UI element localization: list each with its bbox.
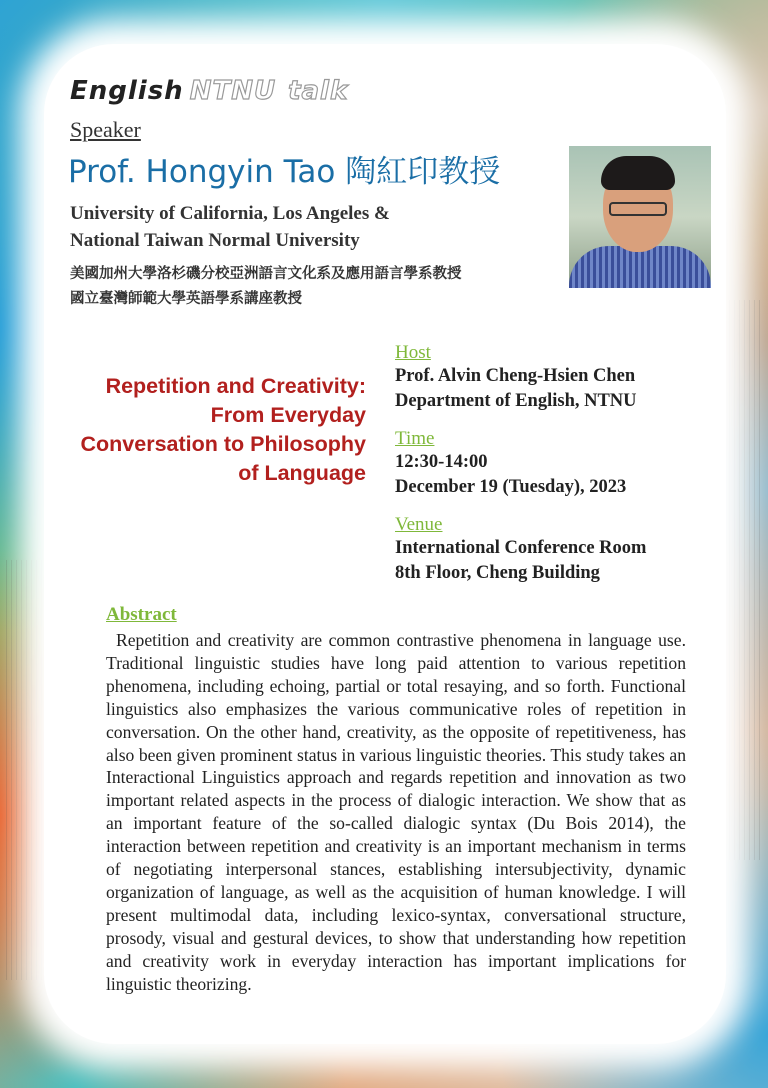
time-section xyxy=(395,428,626,500)
logo-talk: talk xyxy=(288,76,349,106)
venue-room: International Conference Room xyxy=(395,538,647,558)
abstract-text: Repetition and creativity are common contrastive phenomena in language use. Traditional linguistic studies have long paid attention to various repetition phenomena, including echoing, partial or total resaying, and so forth. Functional linguistics also emphasizes the various communicative roles of repetition in conversation. On the other hand, creativity, as the opposite of repetitiveness, has also been given prominent status in various linguistic theories. This study takes an Interactional Linguistics approach and regards repetition and innovation as two important related aspects in the process of dialogic interaction. We show that as an important feature of the so-called dialogic syntax (Du Bois 2014), the interaction between repetition and creativity is an important mechanism in terms of negotiating interpersonal stances, establishing intersubjectivity, dynamic organization of language, as well as the acquisition of human knowledge. I will present multimodal data, including lexico-syntax, conversational structure, prosody, visual and gestural devices, to show that understanding how repetition and creativity work in everyday interaction has important implications for linguistic theorizing. xyxy=(106,630,686,994)
english-ntnu-talk-logo xyxy=(70,76,348,106)
host-name: Prof. Alvin Cheng-Hsien Chen xyxy=(395,366,636,386)
speaker-name: Prof. Hongyin Tao 陶紅印教授 xyxy=(68,154,501,190)
decorative-stripes-left xyxy=(6,560,46,980)
speaker-title-zh-line1: 美國加州大學洛杉磯分校亞洲語言文化系及應用語言學系教授 xyxy=(70,266,462,282)
speaker-photo xyxy=(569,146,711,288)
speaker-title-zh-line2: 國立臺灣師範大學英語學系講座教授 xyxy=(70,291,302,307)
speaker-affiliation-line2: National Taiwan Normal University xyxy=(70,230,360,251)
logo-english: English xyxy=(70,76,184,106)
speaker-affiliation-line1: University of California, Los Angeles & xyxy=(70,203,390,224)
logo-ntnu: NTNU xyxy=(189,76,277,106)
abstract-label: Abstract xyxy=(106,604,177,625)
venue-label: Venue xyxy=(395,514,443,535)
time-label: Time xyxy=(395,428,435,449)
decorative-stripes-right xyxy=(724,300,764,860)
venue-building: 8th Floor, Cheng Building xyxy=(395,563,600,583)
venue-section xyxy=(395,514,646,586)
talk-title: Repetition and Creativity: From Everyday Conversation to Philosophy of Language xyxy=(80,374,366,485)
time-hours: 12:30-14:00 xyxy=(395,452,488,472)
host-department: Department of English, NTNU xyxy=(395,391,637,411)
speaker-label: Speaker xyxy=(70,117,141,142)
host-label: Host xyxy=(395,342,431,363)
time-date: December 19 (Tuesday), 2023 xyxy=(395,477,627,497)
host-section xyxy=(395,342,637,414)
